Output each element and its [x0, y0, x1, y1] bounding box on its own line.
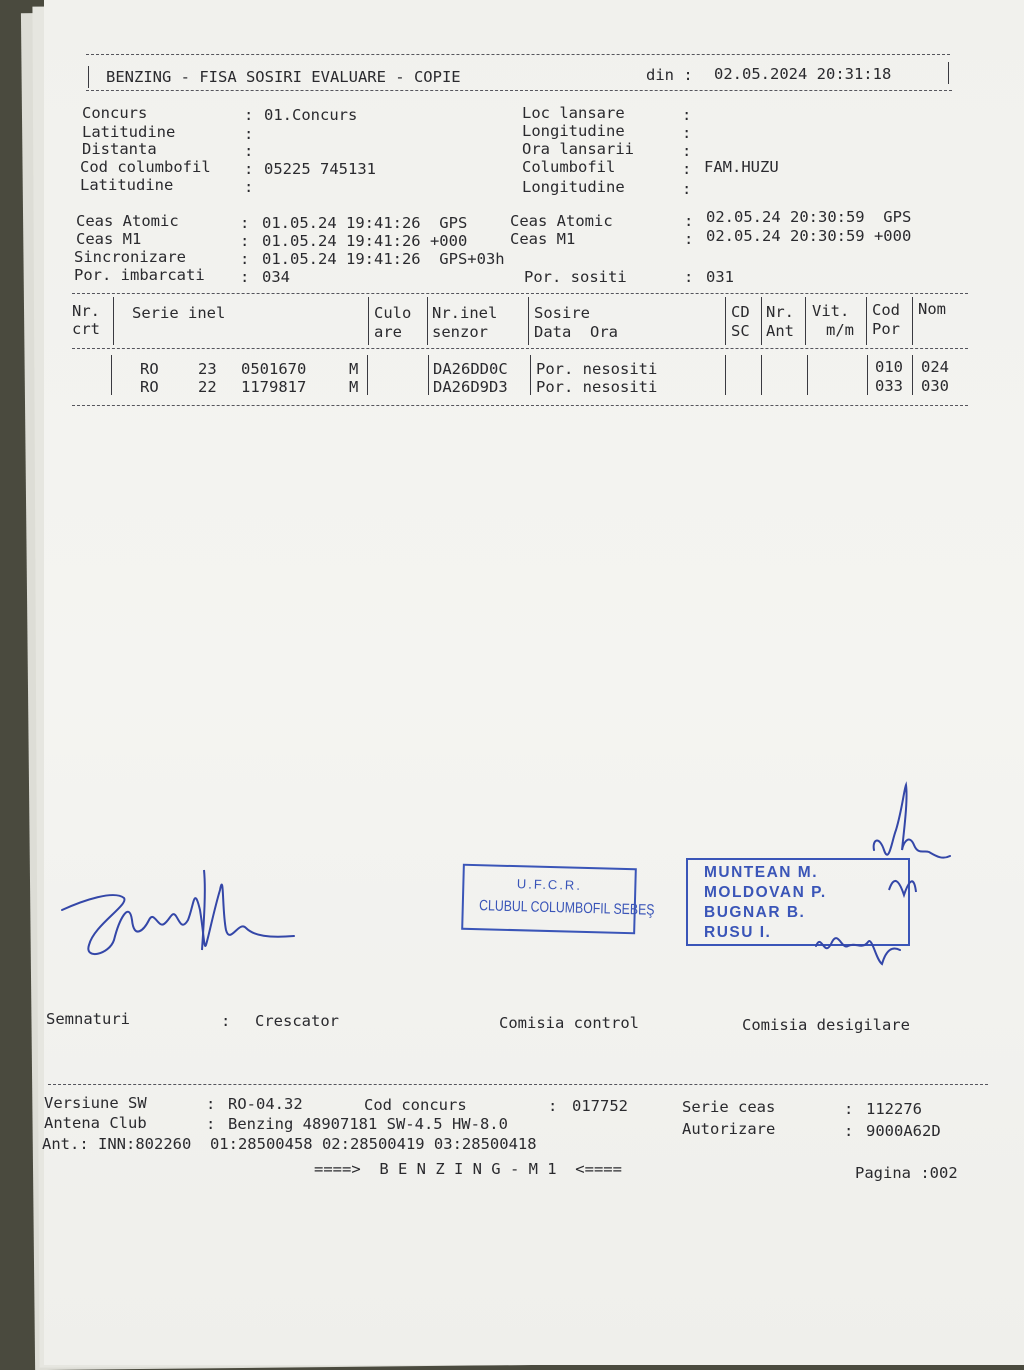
info-colon: : [244, 106, 254, 124]
breeder-signature [54, 850, 304, 970]
table-divider [866, 297, 867, 345]
clock-colon: : [240, 268, 250, 286]
commission-member: RUSU I. [704, 924, 772, 941]
table-divider [912, 297, 913, 345]
info-label: Longitudine [522, 178, 625, 196]
nominated: 024 [921, 358, 949, 376]
commission-signature [812, 920, 902, 970]
commission-member: MUNTEAN M. [704, 864, 819, 881]
info-label: Concurs [82, 104, 148, 122]
breeder-name: FAM.HUZU [704, 158, 779, 176]
header-right-border [948, 62, 949, 84]
footer-label: Autorizare [682, 1120, 776, 1138]
arrival-status: Por. nesositi [536, 378, 658, 396]
clock-label: Ceas Atomic [76, 212, 179, 230]
ring-sex: M [349, 360, 359, 378]
ring-country: RO [140, 360, 159, 378]
table-divider [367, 355, 368, 395]
sensor-ring: DA26D9D3 [433, 378, 508, 396]
pigeons-arrived: 031 [706, 268, 734, 286]
table-bottom-rule [72, 405, 968, 406]
commission-member: BUGNAR B. [704, 904, 806, 921]
col-header-vit: Vit. [812, 302, 850, 320]
pigeon-code: 010 [875, 358, 903, 376]
footer-rule [48, 1084, 988, 1085]
info-label: Ora lansarii [522, 140, 634, 158]
pigeon-code: 033 [875, 377, 903, 395]
document-date: 02.05.2024 20:31:18 [714, 65, 892, 83]
info-colon: : [682, 124, 692, 142]
info-colon: : [682, 160, 692, 178]
clock-value: 01.05.24 19:41:26 +000 [262, 232, 468, 250]
document-title: BENZING - FISA SOSIRI EVALUARE - COPIE [106, 68, 461, 86]
info-label: Cod columbofil [80, 158, 211, 176]
clock-colon: : [684, 268, 694, 286]
table-divider [368, 297, 369, 345]
signature-control-label: Comisia control [499, 1014, 639, 1032]
info-colon: : [244, 178, 254, 196]
col-header-nrinel: senzor [432, 323, 488, 341]
col-header-cdsc: CD [731, 303, 750, 321]
signatures-label: Semnaturi [46, 1010, 130, 1028]
table-divider [761, 355, 762, 395]
table-divider [725, 297, 726, 345]
contest-code: 017752 [572, 1097, 628, 1115]
ring-number: 1179817 [241, 378, 307, 396]
signature-breeder-label: Crescator [255, 1012, 339, 1030]
page-number: Pagina :002 [855, 1164, 958, 1182]
info-label: Columbofil [522, 158, 616, 176]
table-divider [725, 355, 726, 395]
clock-colon: : [240, 232, 250, 250]
footer-colon: : [844, 1122, 854, 1140]
table-divider [867, 355, 868, 395]
footer-colon: : [206, 1115, 216, 1133]
info-colon: : [682, 106, 692, 124]
clock-label: Sincronizare [74, 248, 186, 266]
info-label: Loc lansare [522, 104, 625, 122]
software-version: RO-04.32 [228, 1095, 303, 1113]
info-colon: : [682, 180, 692, 198]
footer-label: Antena Club [44, 1114, 147, 1132]
commission-member: MOLDOVAN P. [704, 884, 827, 901]
info-colon: : [244, 142, 254, 160]
footer-label: Versiune SW [44, 1094, 147, 1112]
table-divider [528, 297, 529, 345]
signature-unseal-label: Comisia desigilare [742, 1016, 910, 1034]
nominated: 030 [921, 377, 949, 395]
footer-colon: : [548, 1097, 558, 1115]
clock-colon: : [684, 230, 694, 248]
col-header-nrant: Ant [766, 322, 794, 340]
table-divider [761, 297, 762, 345]
signatures-colon: : [221, 1012, 231, 1030]
col-header-serie: Serie inel [132, 304, 226, 322]
col-header-nrinel: Nr.inel [432, 304, 498, 322]
clock-colon: : [240, 250, 250, 268]
info-value: 01.Concurs [264, 106, 358, 124]
clock-label: Ceas M1 [76, 230, 142, 248]
ring-sex: M [349, 378, 359, 396]
info-colon: : [244, 160, 254, 178]
col-header-sosire: Sosire [534, 304, 590, 322]
footer-label: Serie ceas [682, 1098, 776, 1116]
col-header-nom: Nom [918, 300, 946, 318]
clock-value: 01.05.24 19:41:26 GPS+03h [262, 250, 505, 268]
header-bottom-rule [86, 90, 952, 91]
commission-signature [844, 780, 954, 900]
clock-colon: : [240, 214, 250, 232]
authorization-code: 9000A62D [866, 1122, 941, 1140]
col-header-codpor: Por [872, 320, 900, 338]
header-left-border [88, 66, 89, 88]
footer-colon: : [206, 1095, 216, 1113]
table-divider [912, 355, 913, 395]
clock-label: Ceas Atomic [510, 212, 613, 230]
clock-colon: : [684, 212, 694, 230]
footer-colon: : [844, 1100, 854, 1118]
header-top-rule [86, 54, 950, 55]
ring-year: 22 [198, 378, 217, 396]
clock-value: 01.05.24 19:41:26 GPS [262, 214, 468, 232]
ring-year: 23 [198, 360, 217, 378]
table-top-rule [72, 293, 968, 294]
stamp-text: CLUBUL COLUMBOFIL SEBEŞ [478, 897, 655, 919]
table-divider [427, 297, 428, 345]
pigeons-boarded: 034 [262, 268, 290, 286]
info-colon: : [682, 142, 692, 160]
col-header-nrant: Nr. [766, 303, 794, 321]
col-header-culoare: Culo [374, 304, 412, 322]
date-label: din : [646, 66, 693, 84]
club-stamp [461, 864, 655, 935]
table-divider [113, 297, 114, 345]
info-label: Distanta [82, 140, 157, 158]
stamp-text: U.F.C.R. [516, 876, 583, 893]
antenna-info: Benzing 48907181 SW-4.5 HW-8.0 [228, 1115, 508, 1133]
col-header-vit: m/m [826, 321, 854, 339]
col-header-sosire: Data Ora [534, 323, 618, 341]
arrival-status: Por. nesositi [536, 360, 658, 378]
col-header-culoare: are [374, 323, 402, 341]
clock-serial: 112276 [866, 1100, 922, 1118]
antenna-serials: Ant.: INN:802260 01:28500458 02:28500419 03:28500418 [42, 1135, 537, 1153]
table-divider [428, 355, 429, 395]
col-header-codpor: Cod [872, 301, 900, 319]
clock-label: Ceas M1 [510, 230, 576, 248]
table-divider [530, 355, 531, 395]
table-divider [805, 297, 806, 345]
clock-label: Por. sositi [524, 268, 627, 286]
ring-country: RO [140, 378, 159, 396]
col-header-nr: Nr. [72, 302, 100, 320]
clock-label: Por. imbarcati [74, 266, 205, 284]
sensor-ring: DA26DD0C [433, 360, 508, 378]
info-label: Latitudine [82, 123, 176, 141]
table-divider [807, 355, 808, 395]
breeder-code: 05225 745131 [264, 160, 376, 178]
clock-value: 02.05.24 20:30:59 +000 [706, 227, 912, 245]
info-colon: : [244, 125, 254, 143]
info-label: Longitudine [522, 122, 625, 140]
table-divider [111, 355, 112, 395]
document-page [44, 0, 1024, 1365]
table-header-rule [72, 348, 968, 349]
clock-value: 02.05.24 20:30:59 GPS [706, 208, 912, 226]
info-label: Latitudine [80, 176, 174, 194]
col-header-cdsc: SC [731, 322, 750, 340]
ring-number: 0501670 [241, 360, 307, 378]
col-header-nr: crt [72, 320, 100, 338]
footer-label: Cod concurs [364, 1096, 467, 1114]
benzing-banner: ====> B E N Z I N G - M 1 <==== [314, 1160, 622, 1178]
